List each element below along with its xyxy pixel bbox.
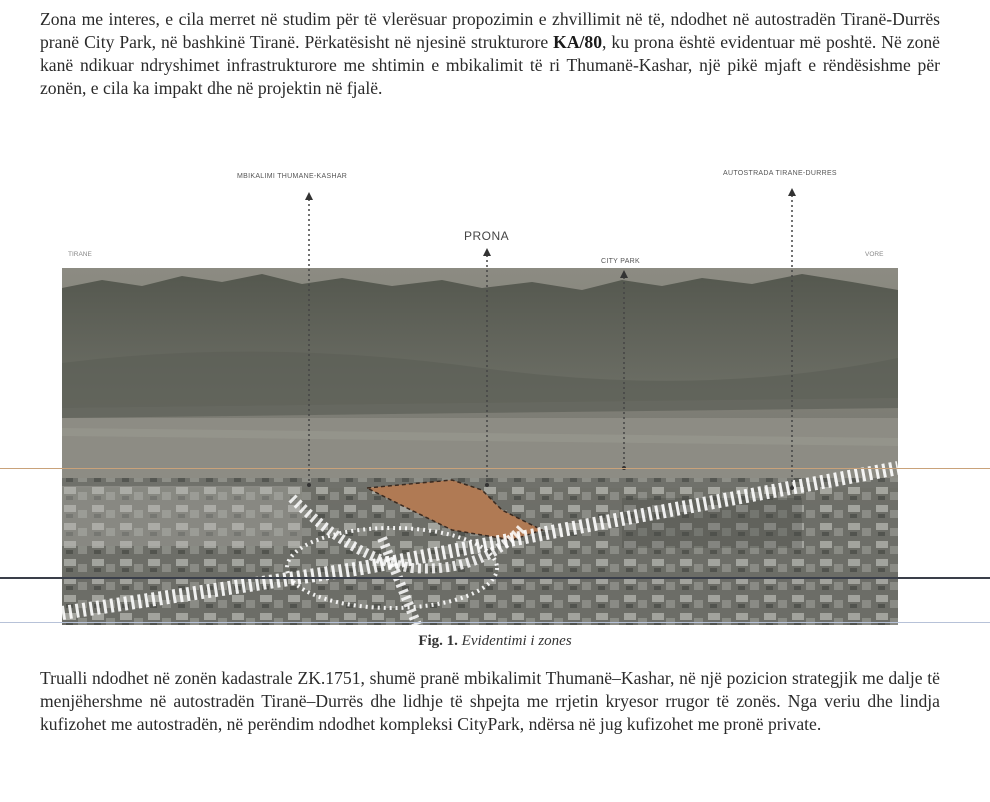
- label-vore-direction: VORE: [865, 251, 884, 258]
- caption-text: Evidentimi i zones: [461, 633, 572, 649]
- location-paragraph: Trualli ndodhet në zonën kadastrale ZK.1751, shumë pranë mbikalimit Thumanë–Kashar, në një pozicion strategjik me dalje të menjëhershme në autostradën Tiranë–Durrës dhe lidhje të shpejta me rrjetin kryesor rrugor të zonës. Nga veriu dhe lindja kufizohet me autostradën, në perëndim ndodhet kompleksi CityPark, ndërsa në jug kufizohet me pronë private.: [40, 668, 940, 734]
- figure-aerial-view: [0, 150, 990, 650]
- label-prona: PRONA: [464, 229, 510, 243]
- label-city-park: CITY PARK: [601, 258, 641, 265]
- intro-text-2: , ku prona është evidentuar më poshtë. Në zonë kanë ndikuar ndryshimet infrastrukturore me shtimin e mbikalimit të ri Thumanë-Kashar, një pikë mjaft e rëndësishme për zonën, e cila ka impakt dhe në projektin në fjalë.: [40, 32, 940, 98]
- intro-paragraph: [40, 8, 940, 100]
- figure-caption: [0, 633, 990, 650]
- intro-text-1: Zona me interes, e cila merret në studim për të vlerësuar propozimin e zhvillimit në të, ndodhet në autostradën Tiranë-Durrës pranë City Park, në bashkinë Tiranë. Përkatësisht në njesinë strukturore: [40, 9, 940, 52]
- label-tirane-direction: TIRANE: [68, 251, 92, 258]
- guide-line-dark: [0, 577, 990, 579]
- structural-unit-code: KA/80: [553, 32, 603, 52]
- label-autostrada: AUTOSTRADA TIRANE-DURRES: [723, 170, 837, 177]
- guide-line-orange: [0, 468, 990, 469]
- caption-number: Fig. 1.: [418, 633, 458, 649]
- label-mbikalimi: MBIKALIMI THUMANE-KASHAR: [237, 173, 348, 180]
- pointer-lines: [0, 150, 990, 650]
- guide-line-light: [0, 622, 990, 623]
